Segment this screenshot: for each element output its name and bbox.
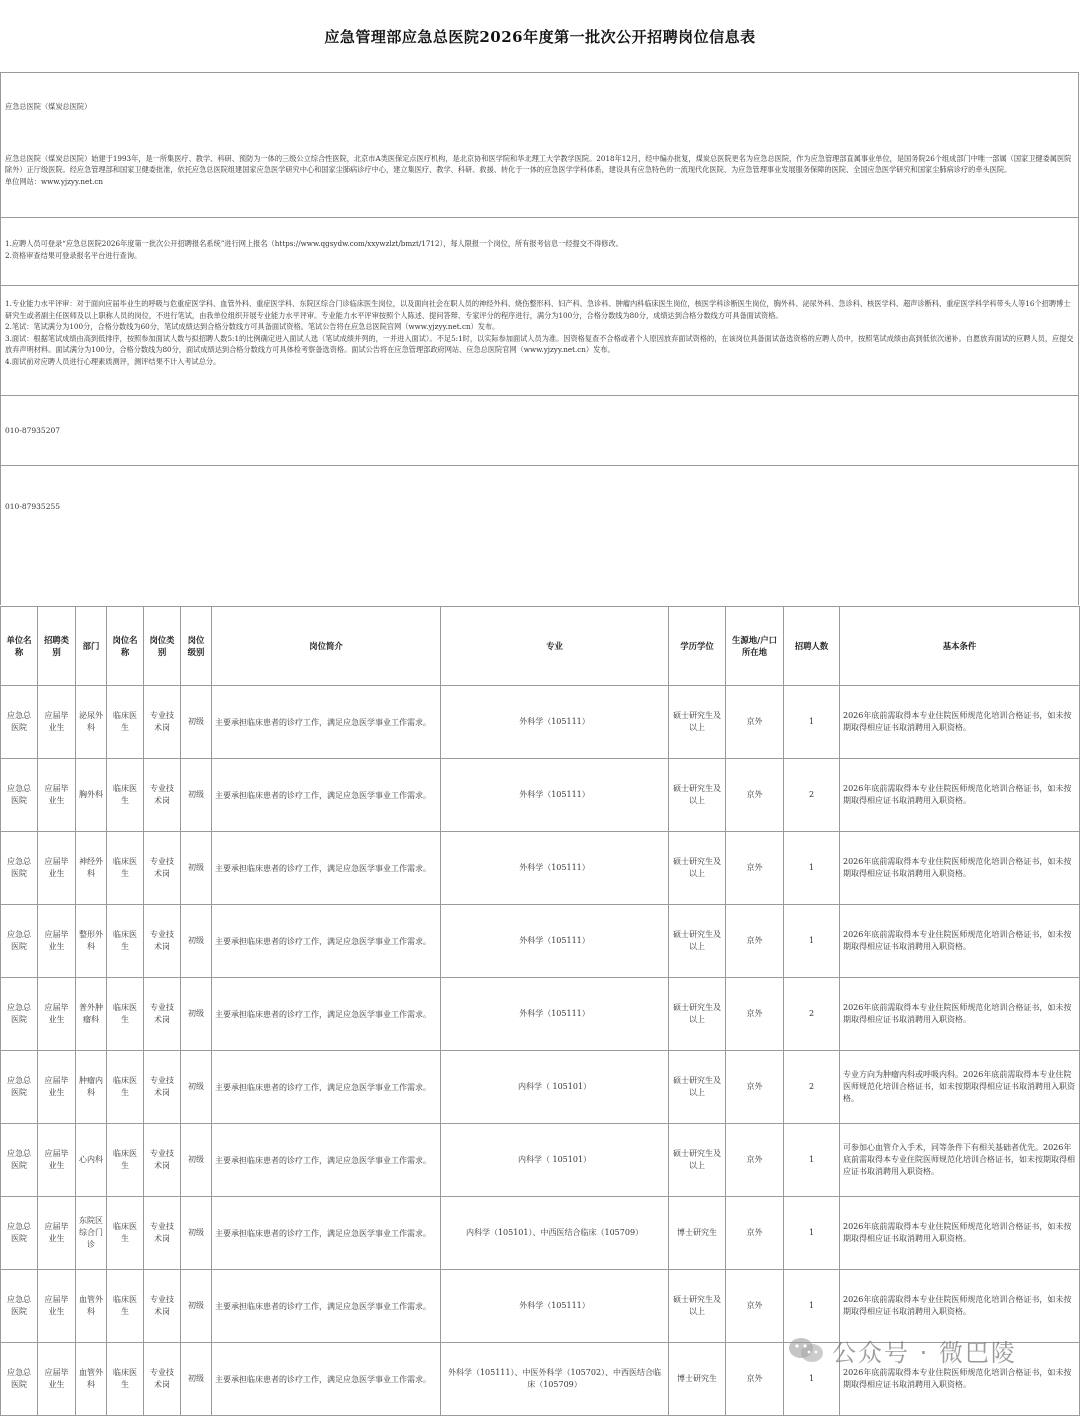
col-degree-cell: 硕士研究生及以上 — [669, 1124, 726, 1197]
unit-info-section — [0, 72, 1079, 217]
col-position-level-cell: 初级 — [181, 1270, 212, 1343]
col-origin-cell: 京外 — [726, 978, 784, 1051]
consult-phone-section — [0, 395, 1079, 465]
col-position-intro-cell: 主要承担临床患者的诊疗工作，满足应急医学事业工作需求。 — [212, 1051, 441, 1124]
col-position-intro-cell: 主要承担临床患者的诊疗工作，满足应急医学事业工作需求。 — [212, 1197, 441, 1270]
col-department-cell: 心内科 — [76, 1124, 107, 1197]
col-origin-cell: 京外 — [726, 905, 784, 978]
col-department-cell: 东院区综合门诊 — [76, 1197, 107, 1270]
col-position-name-cell: 临床医生 — [107, 905, 144, 978]
col-requirements-cell: 2026年底前需取得本专业住院医师规范化培训合格证书，如未按期取得相应证书取消聘用入职资格。 — [840, 759, 1080, 832]
col-position-name-cell: 临床医生 — [107, 1051, 144, 1124]
col-category-cell: 应届毕业生 — [38, 1270, 76, 1343]
col-category-header: 招聘类别 — [38, 607, 76, 686]
col-position-type-cell: 专业技术岗 — [144, 1124, 181, 1197]
table-header-row — [1, 607, 1080, 686]
col-unit-name-cell: 应急总医院 — [1, 1343, 38, 1416]
exam-line: 1.专业能力水平评审：对于面向应届毕业生的呼吸与危重症医学科、血管外科、重症医学科、东院区综合门诊临床医生岗位，以及面向社会在职人员的神经外科、烧伤整形科、妇产科、急诊科、肿瘤内科临床医生岗位，核医学科诊断医生岗位，胸外科、泌尿外科、急诊科、核医学科、超声诊断科、重症医学科学科带头人等16个招聘博士研究生或者副主任医师及以上职称人员的岗位，不进行笔试，由我单位组织开展专业能力水平评审。专业能力水平评审按照个人陈述、提问答辩、专家评分的程序进行，满分为100分，合格分数线为80分，成绩达到合格分数线方可具备面试资格。 — [5, 299, 1071, 320]
col-requirements-cell: 2026年底前需取得本专业住院医师规范化培训合格证书，如未按期取得相应证书取消聘用入职资格。 — [840, 1197, 1080, 1270]
col-position-type-cell: 专业技术岗 — [144, 1197, 181, 1270]
col-origin-cell: 京外 — [726, 686, 784, 759]
col-headcount-cell: 1 — [784, 1124, 840, 1197]
col-position-level-cell: 初级 — [181, 759, 212, 832]
col-position-name-cell: 临床医生 — [107, 686, 144, 759]
col-department-cell: 肿瘤内科 — [76, 1051, 107, 1124]
col-position-name-cell: 临床医生 — [107, 1197, 144, 1270]
registration-line: 1.应聘人员可登录“应急总医院2026年度第一批次公开招聘报名系统”进行网上报名（https://www.qgsydw.com/xxywzlzt/bmzt/1712），每人限报一个岗位，所有报考信息一经提交不得修改。 — [5, 239, 623, 248]
col-origin-cell: 京外 — [726, 1270, 784, 1343]
table-row — [1, 1051, 1080, 1124]
col-headcount-cell: 1 — [784, 1197, 840, 1270]
col-degree-cell: 硕士研究生及以上 — [669, 759, 726, 832]
col-category-cell: 应届毕业生 — [38, 1051, 76, 1124]
col-requirements-cell: 专业方向为肿瘤内科或呼吸内科。2026年底前需取得本专业住院医师规范化培训合格证书，如未按期取得相应证书取消聘用入职资格。 — [840, 1051, 1080, 1124]
table-row — [1, 978, 1080, 1051]
col-unit-name-cell: 应急总医院 — [1, 1051, 38, 1124]
col-degree-cell: 硕士研究生及以上 — [669, 832, 726, 905]
col-origin-cell: 京外 — [726, 1051, 784, 1124]
col-headcount-cell: 1 — [784, 1343, 840, 1416]
col-position-level-cell: 初级 — [181, 905, 212, 978]
col-unit-name-cell: 应急总医院 — [1, 686, 38, 759]
col-headcount-cell: 2 — [784, 1051, 840, 1124]
col-position-level-cell: 初级 — [181, 978, 212, 1051]
col-category-cell: 应届毕业生 — [38, 832, 76, 905]
col-position-level-cell: 初级 — [181, 686, 212, 759]
watermark — [788, 1330, 1017, 1370]
unit-website: 单位网站：www.yjzyy.net.cn — [5, 176, 104, 186]
col-unit-name-cell: 应急总医院 — [1, 978, 38, 1051]
col-position-intro-cell: 主要承担临床患者的诊疗工作，满足应急医学事业工作需求。 — [212, 1270, 441, 1343]
col-department-cell: 血管外科 — [76, 1343, 107, 1416]
table-row — [1, 686, 1080, 759]
supervise-phone: 010-87935255 — [5, 501, 61, 511]
col-position-type-cell: 专业技术岗 — [144, 759, 181, 832]
col-position-name-cell: 临床医生 — [107, 1270, 144, 1343]
col-position-level-cell: 初级 — [181, 1343, 212, 1416]
page-title: 应急管理部应急总医院2026年度第一批次公开招聘岗位信息表 — [324, 27, 756, 46]
table-row — [1, 1197, 1080, 1270]
col-headcount-header: 招聘人数 — [784, 607, 840, 686]
col-position-name-cell: 临床医生 — [107, 759, 144, 832]
col-requirements-cell: 2026年底前需取得本专业住院医师规范化培训合格证书，如未按期取得相应证书取消聘用入职资格。 — [840, 1270, 1080, 1343]
col-position-intro-header: 岗位简介 — [212, 607, 441, 686]
col-major-cell: 外科学（105111） — [441, 905, 669, 978]
col-department-cell: 整形外科 — [76, 905, 107, 978]
col-department-cell: 血管外科 — [76, 1270, 107, 1343]
col-major-cell: 外科学（105111） — [441, 1270, 669, 1343]
col-major-cell: 外科学（105111） — [441, 686, 669, 759]
col-headcount-cell: 2 — [784, 978, 840, 1051]
col-category-cell: 应届毕业生 — [38, 759, 76, 832]
unit-intro: 应急总医院（煤炭总医院）始建于1993年，是一所集医疗、教学、科研、预防为一体的三级公立综合性医院，北京市A类医保定点医疗机构，是北京协和医学院和华北理工大学教学医院。2018年12月，经中编办批复，煤炭总医院更名为应急总医院，作为应急管理部直属事业单位，是国务院26个组成部门中唯一部属（国家卫健委属医院除外）正厅级医院。经应急管理部和国家卫健委批准，依托应急总医院组建国家应急医学研究中心和国家尘肺病诊疗中心，建立集医疗、教学、科研、救援、转化于一体的应急医学学科体系，建设具有应急特色的一流现代化医院、为应急管理事业发展服务保障的医院、全国应急医学研究和国家尘肺病诊疗的牵头医院。 — [5, 153, 1072, 175]
col-degree-cell: 硕士研究生及以上 — [669, 905, 726, 978]
col-category-cell: 应届毕业生 — [38, 1343, 76, 1416]
col-position-level-header: 岗位级别 — [181, 607, 212, 686]
col-position-name-cell: 临床医生 — [107, 1124, 144, 1197]
col-department-cell: 神经外科 — [76, 832, 107, 905]
col-position-name-cell: 临床医生 — [107, 978, 144, 1051]
col-position-level-cell: 初级 — [181, 1197, 212, 1270]
table-row — [1, 759, 1080, 832]
exam-section — [0, 285, 1079, 395]
col-origin-cell: 京外 — [726, 759, 784, 832]
col-major-cell: 内科学（105101）、中西医结合临床（105709） — [441, 1197, 669, 1270]
col-degree-cell: 硕士研究生及以上 — [669, 978, 726, 1051]
col-position-intro-cell: 主要承担临床患者的诊疗工作，满足应急医学事业工作需求。 — [212, 905, 441, 978]
col-position-intro-cell: 主要承担临床患者的诊疗工作，满足应急医学事业工作需求。 — [212, 978, 441, 1051]
col-unit-name-cell: 应急总医院 — [1, 759, 38, 832]
col-major-cell: 外科学（105111） — [441, 978, 669, 1051]
col-origin-cell: 京外 — [726, 832, 784, 905]
col-position-type-header: 岗位类别 — [144, 607, 181, 686]
col-department-cell: 泌尿外科 — [76, 686, 107, 759]
col-unit-name-cell: 应急总医院 — [1, 1197, 38, 1270]
col-department-header: 部门 — [76, 607, 107, 686]
col-position-name-cell: 临床医生 — [107, 832, 144, 905]
col-unit-name-cell: 应急总医院 — [1, 905, 38, 978]
col-unit-name-cell: 应急总医院 — [1, 1124, 38, 1197]
col-origin-header: 生源地/户口所在地 — [726, 607, 784, 686]
col-major-cell: 外科学（105111） — [441, 832, 669, 905]
col-category-cell: 应届毕业生 — [38, 905, 76, 978]
col-origin-cell: 京外 — [726, 1124, 784, 1197]
col-requirements-cell: 可参加心血管介入手术，同等条件下有相关基础者优先。2026年底前需取得本专业住院医师规范化培训合格证书，如未按期取得相应证书取消聘用入职资格。 — [840, 1124, 1080, 1197]
supervise-phone-section — [0, 465, 1079, 605]
consult-phone: 010-87935207 — [5, 425, 61, 435]
col-requirements-cell: 2026年底前需取得本专业住院医师规范化培训合格证书，如未按期取得相应证书取消聘用入职资格。 — [840, 686, 1080, 759]
col-major-cell: 外科学（105111） — [441, 759, 669, 832]
col-unit-name-header: 单位名称 — [1, 607, 38, 686]
col-headcount-cell: 1 — [784, 1270, 840, 1343]
col-requirements-cell: 2026年底前需取得本专业住院医师规范化培训合格证书，如未按期取得相应证书取消聘用入职资格。 — [840, 978, 1080, 1051]
col-degree-cell: 博士研究生 — [669, 1343, 726, 1416]
col-major-cell: 内科学（ 105101） — [441, 1051, 669, 1124]
col-degree-header: 学历学位 — [669, 607, 726, 686]
col-category-cell: 应届毕业生 — [38, 1124, 76, 1197]
col-position-name-header: 岗位名称 — [107, 607, 144, 686]
col-requirements-cell: 2026年底前需取得本专业住院医师规范化培训合格证书，如未按期取得相应证书取消聘用入职资格。 — [840, 832, 1080, 905]
col-department-cell: 胸外科 — [76, 759, 107, 832]
col-position-level-cell: 初级 — [181, 832, 212, 905]
col-category-cell: 应届毕业生 — [38, 1197, 76, 1270]
col-position-type-cell: 专业技术岗 — [144, 686, 181, 759]
col-degree-cell: 硕士研究生及以上 — [669, 686, 726, 759]
exam-line: 4.面试前对应聘人员进行心理素质测评，测评结果不计入考试总分。 — [5, 356, 221, 366]
col-degree-cell: 博士研究生 — [669, 1197, 726, 1270]
exam-line: 2.笔试：笔试满分为100分，合格分数线为60分，笔试成绩达到合格分数线方可具备面试资格。笔试公告将在应急总医院官网（www.yjzyy.net.cn）发布。 — [5, 322, 500, 332]
col-position-type-cell: 专业技术岗 — [144, 1343, 181, 1416]
col-position-level-cell: 初级 — [181, 1051, 212, 1124]
col-department-cell: 普外肿瘤科 — [76, 978, 107, 1051]
col-position-name-cell: 临床医生 — [107, 1343, 144, 1416]
table-row — [1, 905, 1080, 978]
col-position-type-cell: 专业技术岗 — [144, 1051, 181, 1124]
col-position-type-cell: 专业技术岗 — [144, 905, 181, 978]
col-requirements-cell: 2026年底前需取得本专业住院医师规范化培训合格证书，如未按期取得相应证书取消聘用入职资格。 — [840, 905, 1080, 978]
col-degree-cell: 硕士研究生及以上 — [669, 1051, 726, 1124]
col-position-level-cell: 初级 — [181, 1124, 212, 1197]
col-category-cell: 应届毕业生 — [38, 686, 76, 759]
table-row — [1, 1124, 1080, 1197]
col-origin-cell: 京外 — [726, 1343, 784, 1416]
wechat-icon — [788, 1336, 824, 1364]
registration-section — [0, 217, 1079, 285]
col-position-type-cell: 专业技术岗 — [144, 978, 181, 1051]
col-position-type-cell: 专业技术岗 — [144, 832, 181, 905]
col-position-type-cell: 专业技术岗 — [144, 1270, 181, 1343]
col-position-intro-cell: 主要承担临床患者的诊疗工作，满足应急医学事业工作需求。 — [212, 759, 441, 832]
col-position-intro-cell: 主要承担临床患者的诊疗工作，满足应急医学事业工作需求。 — [212, 1124, 441, 1197]
col-position-intro-cell: 主要承担临床患者的诊疗工作，满足应急医学事业工作需求。 — [212, 686, 441, 759]
col-origin-cell: 京外 — [726, 1197, 784, 1270]
col-headcount-cell: 1 — [784, 832, 840, 905]
col-degree-cell: 硕士研究生及以上 — [669, 1270, 726, 1343]
col-headcount-cell: 2 — [784, 759, 840, 832]
table-row — [1, 832, 1080, 905]
col-unit-name-cell: 应急总医院 — [1, 832, 38, 905]
col-requirements-header: 基本条件 — [840, 607, 1080, 686]
col-major-cell: 内科学（ 105101） — [441, 1124, 669, 1197]
registration-line: 2.资格审查结果可登录报名平台进行查询。 — [5, 250, 142, 260]
col-major-cell: 外科学（105111）、中医外科学（105702）、中西医结合临床（105709） — [441, 1343, 669, 1416]
col-headcount-cell: 1 — [784, 905, 840, 978]
col-requirements-cell: 2026年底前需取得本专业住院医师规范化培训合格证书，如未按期取得相应证书取消聘用入职资格。 — [840, 1343, 1080, 1416]
col-position-intro-cell: 主要承担临床患者的诊疗工作，满足应急医学事业工作需求。 — [212, 1343, 441, 1416]
col-headcount-cell: 1 — [784, 686, 840, 759]
col-category-cell: 应届毕业生 — [38, 978, 76, 1051]
col-unit-name-cell: 应急总医院 — [1, 1270, 38, 1343]
col-major-header: 专业 — [441, 607, 669, 686]
exam-line: 3.面试：根据笔试成绩由高到低排序，按照参加面试人数与拟招聘人数5:1的比例确定进入面试人选（笔试成绩并列的，一并进入面试）。不足5:1时，以实际参加面试人员为准。因资格复查不合格或者个人原因放弃面试资格的，在该岗位具备面试备选资格的应聘人员中，按照笔试成绩由高到低依次递补。自愿放弃面试的应聘人员，应提交放弃声明材料。面试满分为100分，合格分数线为80分，面试成绩达到合格分数线方可具体检考察备选资格。面试公告将在应急管理部政府网站、应急总医院官网（www.yjzyy.net.cn）发布。 — [5, 333, 1074, 355]
unit-name: 应急总医院（煤炭总医院） — [5, 102, 92, 111]
positions-table — [0, 606, 1080, 1416]
col-position-intro-cell: 主要承担临床患者的诊疗工作，满足应急医学事业工作需求。 — [212, 832, 441, 905]
watermark-text: 公众号 · 微巴陵 — [832, 1338, 1017, 1367]
